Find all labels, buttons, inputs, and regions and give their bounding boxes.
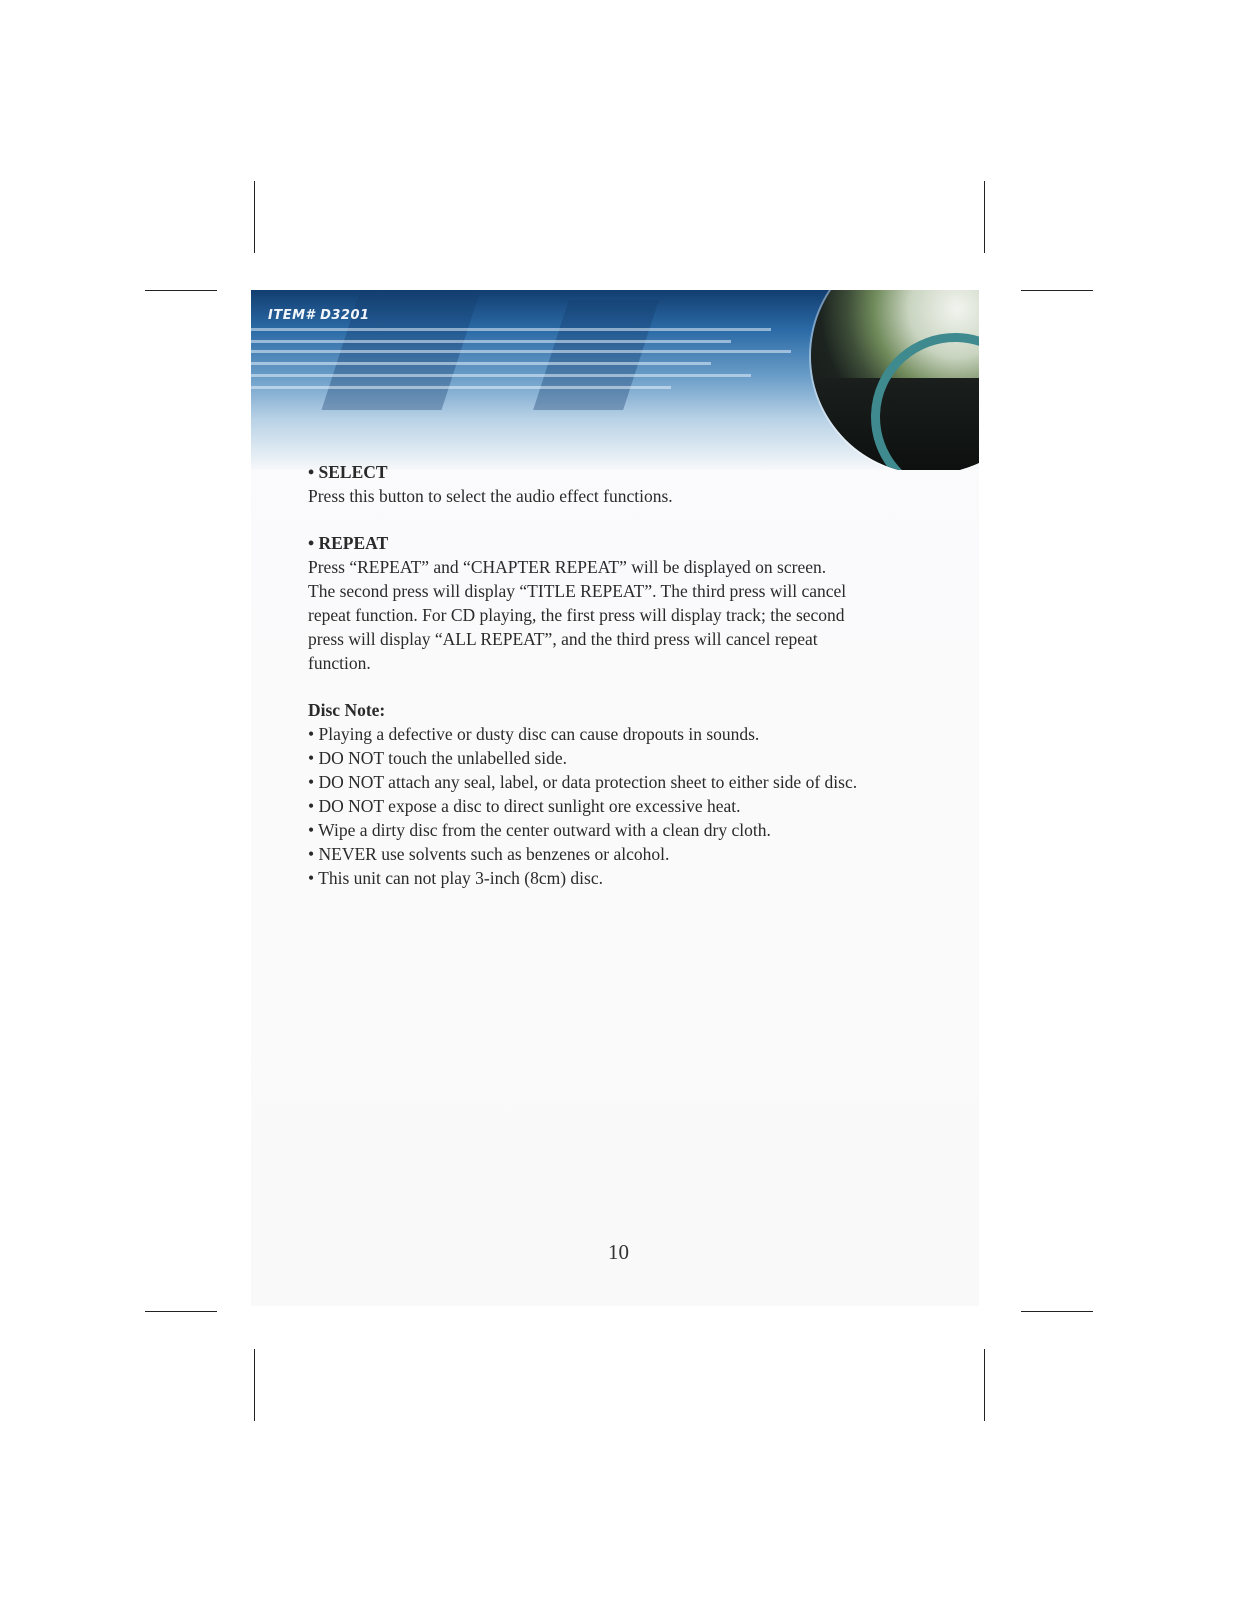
body-text: repeat function. For CD playing, the first press will display track; the second <box>308 605 845 625</box>
list-item: • Wipe a dirty disc from the center outward with a clean dry cloth. <box>308 820 771 840</box>
crop-mark <box>1021 290 1093 291</box>
section-heading: • SELECT <box>308 462 388 482</box>
list-item: • DO NOT expose a disc to direct sunlight ore excessive heat. <box>308 796 741 816</box>
crop-mark <box>1021 1311 1093 1312</box>
body-text: The second press will display “TITLE REPEAT”. The third press will cancel <box>308 581 847 601</box>
crop-mark <box>984 1349 985 1421</box>
page-content <box>308 460 928 913</box>
list-item: • Playing a defective or dusty disc can cause dropouts in sounds. <box>308 724 760 744</box>
list-item: • DO NOT touch the unlabelled side. <box>308 748 568 768</box>
section-heading: Disc Note: <box>308 700 386 720</box>
page-number: 10 <box>608 1240 629 1264</box>
crop-mark <box>145 290 217 291</box>
list-item: • NEVER use solvents such as benzenes or alcohol. <box>308 844 670 864</box>
crop-mark <box>254 181 255 253</box>
disc-note-section <box>308 698 928 890</box>
repeat-section <box>308 531 928 675</box>
car-interior-photo <box>811 290 979 470</box>
select-section <box>308 460 928 508</box>
section-heading: • REPEAT <box>308 533 389 553</box>
crop-mark <box>254 1349 255 1421</box>
body-text: function. <box>308 653 371 673</box>
header-banner <box>251 290 979 470</box>
crop-mark <box>145 1311 217 1312</box>
list-item: • This unit can not play 3-inch (8cm) disc. <box>308 868 603 888</box>
item-code-label: ITEM# D3201 <box>268 308 370 323</box>
crop-mark <box>984 181 985 253</box>
body-text: Press “REPEAT” and “CHAPTER REPEAT” will be displayed on screen. <box>308 557 827 577</box>
list-item: • DO NOT attach any seal, label, or data protection sheet to either side of disc. <box>308 772 858 792</box>
body-text: press will display “ALL REPEAT”, and the third press will cancel repeat <box>308 629 818 649</box>
body-text: Press this button to select the audio effect functions. <box>308 486 673 506</box>
